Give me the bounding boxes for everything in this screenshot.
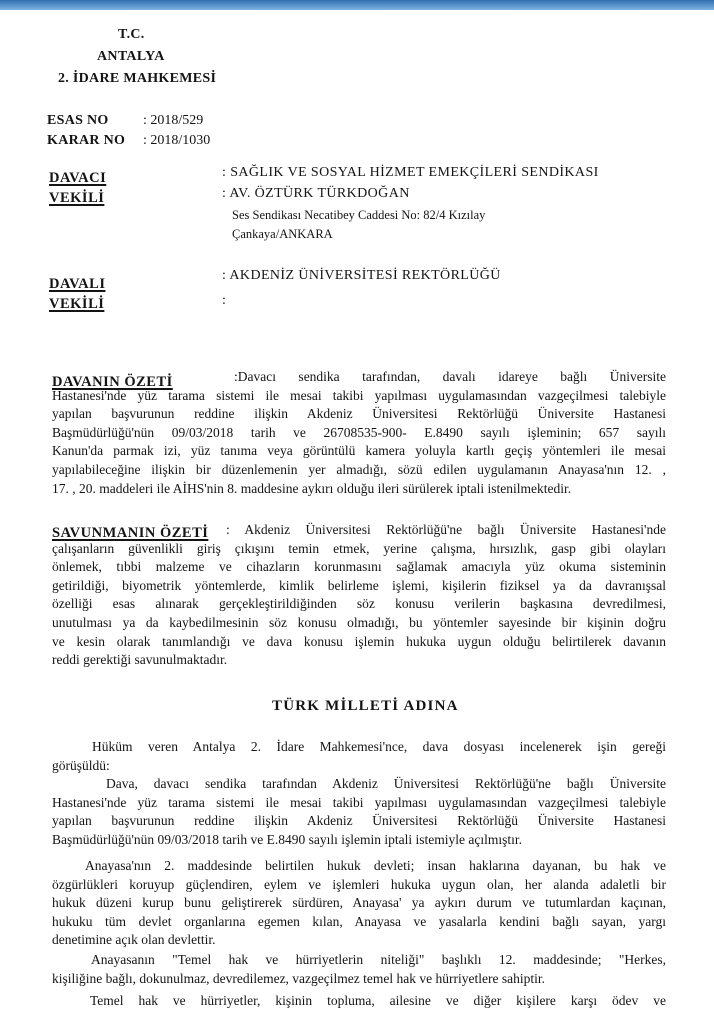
vekili-label: VEKİLİ xyxy=(49,190,105,206)
text-line: Temel hak ve hürriyetler, kişinin topluma, ailesine ve diğer kişilere karşı ödev ve xyxy=(90,993,666,1008)
text-line: Hastanesi'nde yüz tarama sistemi ile mesai takibi yapılması uygulamasından vazgeçilmesi talebiyle xyxy=(52,387,666,403)
text-line: Hastanesi'nde yüz tarama sistemi ile mesai takibi yapılması uygulamasından vazgeçilmesi talebiyle xyxy=(52,794,666,810)
text-line: kişiliğine bağlı, dokunulmaz, devredilemez, vazgeçilmez temel hak ve hürriyetlere sahiptir. xyxy=(52,970,545,986)
text-line: görüşüldü: xyxy=(52,757,110,773)
davali-vekili-label: VEKİLİ xyxy=(49,296,105,312)
davali-label: DAVALI xyxy=(49,276,106,292)
text-line: getirildiği, biyometrik yöntemlerde, kimlik belirleme işlemi, kişilerin fiziksel ya da davranışsal xyxy=(52,577,666,593)
text-line: özgürlükleri koruyup güçlendiren, eylem ve işlemleri hukuka uygun olan, her alanda adaletli bir xyxy=(52,876,666,892)
address-line1: Ses Sendikası Necatibey Caddesi No: 82/4 Kızılay xyxy=(232,208,486,222)
text-line: Hüküm veren Antalya 2. İdare Mahkemesi'nce, dava dosyası incelenerek işin gereği xyxy=(92,739,666,754)
text-line: Kanun'da parmak izi, yüz tanıma veya görüntülü kamera yoluyla kartlı geçiş yöntemleri ile mesai xyxy=(52,443,666,459)
text-line: : Akdeniz Üniversitesi Rektörlüğü'ne bağlı Üniversite Hastanesi'nde xyxy=(226,522,666,537)
text-line: Başmüdürlüğü'nün 09/03/2018 tarih ve 26708535-900- E.8490 sayılı işleminin; 657 sayılı xyxy=(52,424,666,440)
text-line: hukuku tüm devlet organlarına egemen kılan, Anayasa ve yasalarla kendini bağlı sayan, yargı xyxy=(52,913,666,929)
body-paragraph-1 xyxy=(52,738,666,775)
davanin-ozeti-label: DAVANIN ÖZETİ xyxy=(52,374,173,390)
text-line: önlemek, tıbbi malzeme ve cihazların korunmasını sağlamak amacıyla yüz okuma sisteminin xyxy=(52,559,666,575)
text-line: yapılabileceğine ilişkin bir düzenlemenin yer almadığı, sözü edilen uygulamanın Anayasa'nın 12. , xyxy=(52,461,666,477)
text-line: reddi gerektiği savunulmaktadır. xyxy=(52,652,228,668)
body-paragraph-4 xyxy=(52,951,666,988)
body-paragraph-3 xyxy=(52,857,666,950)
header-court: 2. İDARE MAHKEMESİ xyxy=(58,71,217,86)
body-paragraph-5 xyxy=(52,992,666,1011)
davali-value: : AKDENİZ ÜNİVERSİTESİ REKTÖRLÜĞÜ xyxy=(222,268,501,283)
davaci-label: DAVACI xyxy=(49,170,107,186)
text-line: :Davacı sendika tarafından, davalı idareye bağlı Üniversite xyxy=(234,369,666,384)
savunmanin-ozeti-label: SAVUNMANIN ÖZETİ xyxy=(52,525,209,541)
text-line: 17. , 20. maddeleri ile AİHS'nin 8. maddesine aykırı olduğu ileri sürülerek iptali istenilmektedir. xyxy=(52,480,572,496)
text-line: Anayasanın "Temel hak ve hürriyetlerin niteliği" başlıklı 12. maddesinde; "Herkes, xyxy=(91,952,666,967)
text-line: ve kesin olarak tanımlandığı ve dava konusu işlemin hukuka uygun olduğu belirtilerek davanın xyxy=(52,633,666,649)
davanin-ozeti-text xyxy=(52,368,666,498)
karar-label: KARAR NO xyxy=(47,133,126,148)
header-city: ANTALYA xyxy=(97,49,165,64)
text-line: yapılan başvurunun reddine ilişkin Akdeniz Üniversitesi Rektörlüğü Üniversite Hastanesi xyxy=(52,813,666,829)
address-line2: Çankaya/ANKARA xyxy=(232,227,333,241)
text-line: denetimine açık olan devlettir. xyxy=(52,932,216,948)
text-line: Anayasa'nın 2. maddesinde belirtilen hukuk devleti; insan haklarına dayanan, bu hak ve xyxy=(85,858,666,873)
text-line: hukuk düzeni kurup bunu geliştirerek sürdüren, Anayasa' ya aykırı durum ve tutumlardan kaçınan, xyxy=(52,895,666,911)
body-paragraph-2 xyxy=(52,775,666,849)
savunmanin-ozeti-text xyxy=(52,521,666,670)
text-line: özelliği esas alınarak gerçekleştirildiğinden söz konusu verilerin başkasına devredilmesi, xyxy=(52,596,666,612)
karar-value: : 2018/1030 xyxy=(143,133,211,148)
davali-vekili-value: : xyxy=(222,293,226,308)
vekili-value: : AV. ÖZTÜRK TÜRKDOĞAN xyxy=(222,186,410,201)
text-line: Dava, davacı sendika tarafından Akdeniz Üniversitesi Rektörlüğü'ne bağlı Üniversite xyxy=(106,776,666,791)
header-tc: T.C. xyxy=(118,27,145,42)
text-line: unutulması ya da kaybedilmesinin söz konusu olmadığı, bu yöntemler sayesinde bir kişinin doğru xyxy=(52,614,666,630)
davaci-value: : SAĞLIK VE SOSYAL HİZMET EMEKÇİLERİ SENDİKASI xyxy=(222,165,599,180)
esas-value: : 2018/529 xyxy=(143,113,204,128)
top-edge-bar xyxy=(0,0,714,10)
section-title: TÜRK MİLLETİ ADINA xyxy=(272,698,459,714)
text-line: çalışanların güvenlikli giriş çıkışını temin etmek, yerine çalışma, hırsızlık, gasp gibi olayları xyxy=(52,540,666,556)
esas-label: ESAS NO xyxy=(47,113,109,128)
text-line: yapılan başvurunun reddine ilişkin Akdeniz Üniversitesi Rektörlüğü Üniversite Hastanesi xyxy=(52,406,666,422)
text-line: Başmüdürlüğü'nün 09/03/2018 tarih ve E.8490 sayılı işlemin iptali istemiyle açılmıştır. xyxy=(52,831,523,847)
